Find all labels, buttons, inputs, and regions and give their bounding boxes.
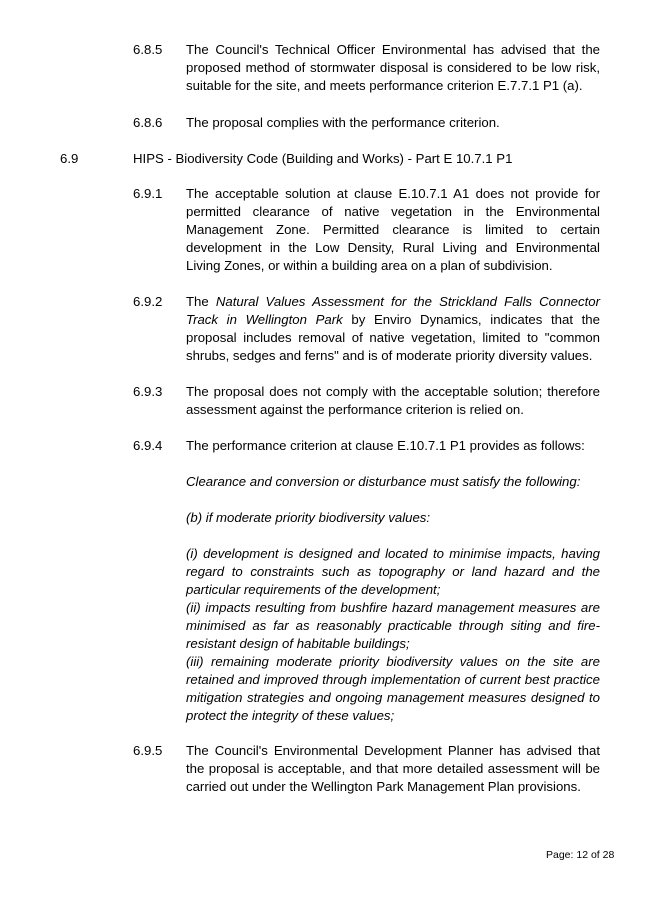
clause-number: 6.8.5 bbox=[133, 42, 163, 57]
quote-iii: (iii) remaining moderate priority biodiversity values on the site are retained and improved through implementation of current best practice mitigation strategies and ongoing management measures designed to protect the integrity of these values; bbox=[186, 654, 600, 723]
clause-number: 6.9.5 bbox=[133, 743, 163, 758]
clause-number: 6.9.4 bbox=[133, 438, 163, 453]
clause-text-after: by Enviro Dynamics, indicates that the proposal includes removal of native vegetation, limited to "common shrubs, sedges and ferns" and is of moderate priority diversity values. bbox=[186, 312, 600, 363]
quote-intro: Clearance and conversion or disturbance must satisfy the following: bbox=[186, 474, 581, 489]
quote-list bbox=[0, 545, 646, 599]
page-number: Page: 12 of 28 bbox=[546, 849, 615, 861]
clause-number: 6.8.6 bbox=[133, 115, 163, 130]
clause-text: The acceptable solution at clause E.10.7.1 A1 does not provide for permitted clearance of native vegetation in the Environmental Management Zone. Permitted clearance is limited to certain development in the Low Density, Rural Living and Environmental Living Zones, or within a building area on a plan of subdivision. bbox=[186, 186, 600, 273]
clause-number: 6.9.2 bbox=[133, 294, 163, 309]
clause-text: The proposal complies with the performance criterion. bbox=[186, 115, 500, 130]
section-title: HIPS - Biodiversity Code (Building and Works) - Part E 10.7.1 P1 bbox=[133, 151, 513, 166]
clause-text: The performance criterion at clause E.10.7.1 P1 provides as follows: bbox=[186, 438, 585, 453]
clause-text bbox=[186, 293, 600, 365]
clause-number: 6.9.1 bbox=[133, 186, 163, 201]
quote-b: (b) if moderate priority biodiversity values: bbox=[186, 510, 431, 525]
clause-text: The Council's Technical Officer Environmental has advised that the proposed method of stormwater disposal is considered to be low risk, suitable for the site, and meets performance criterion E.7.7.1 P1 (a). bbox=[186, 42, 600, 93]
clause-text-before: The bbox=[186, 294, 216, 309]
clause-text: The Council's Environmental Development Planner has advised that the proposal is acceptable, and that more detailed assessment will be carried out under the Wellington Park Management Plan provisions. bbox=[186, 743, 600, 794]
clause-text: The proposal does not comply with the acceptable solution; therefore assessment against the performance criterion is relied on. bbox=[186, 384, 600, 417]
clause-number: 6.9.3 bbox=[133, 384, 163, 399]
quote-ii: (ii) impacts resulting from bushfire hazard management measures are minimised as far as reasonably practicable through siting and fire-resistant design of habitable buildings; bbox=[186, 600, 600, 651]
report-title: Natural Values Assessment for the Strickland Falls Connector Track in Wellington Park bbox=[186, 294, 600, 327]
section-number: 6.9 bbox=[60, 151, 79, 166]
quote-i: (i) development is designed and located to minimise impacts, having regard to constraints such as topography or land hazard and the particular requirements of the development; bbox=[186, 546, 600, 597]
